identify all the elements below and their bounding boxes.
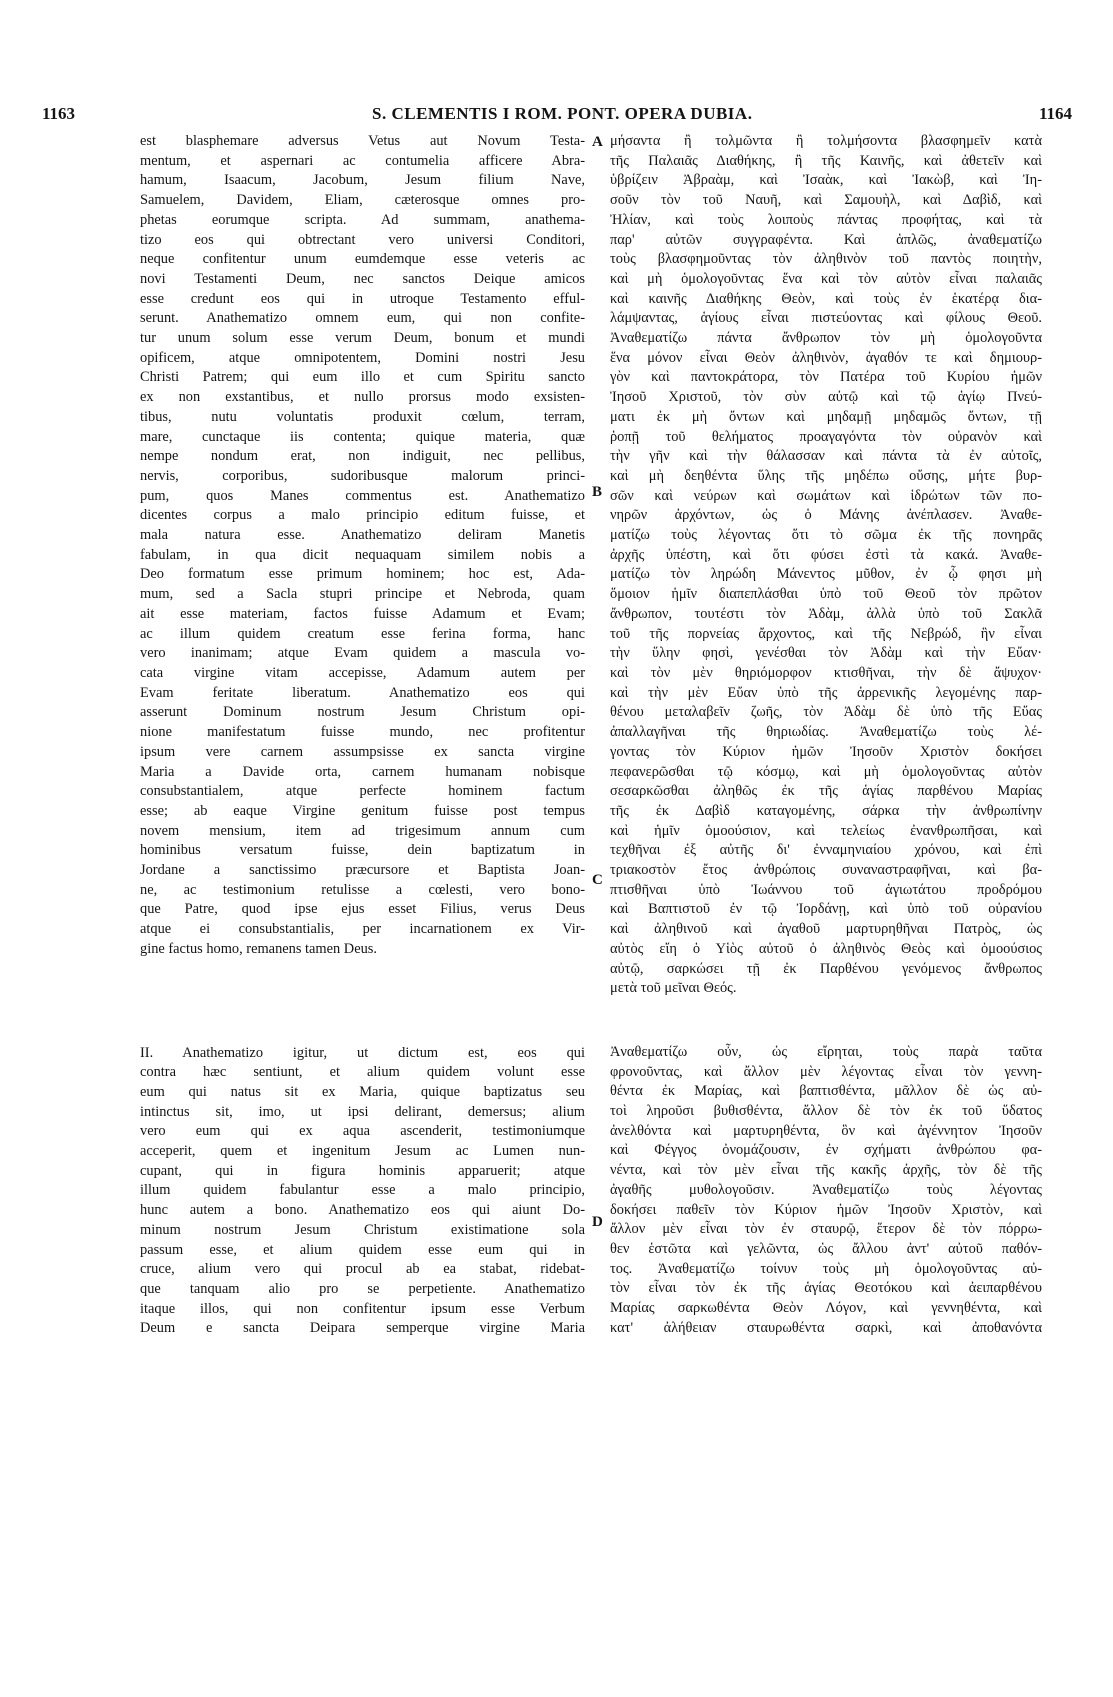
text-line: Samuelem, Davidem, Eliam, cæterosque omnes pro- (140, 192, 585, 209)
running-title: S. CLEMENTIS I ROM. PONT. OPERA DUBIA. (372, 104, 753, 123)
text-line: novem mensium, item ad trigesimum annum cum (140, 822, 585, 839)
text-line: ματίζω τοὺς λέγοντας ὅτι τὸ σῶμα ἐκ τῆς πονηρᾶς (610, 527, 1042, 544)
text-line: mala natura esse. Anathematizo deliram Manetis (140, 527, 585, 544)
text-line: αὐτὸς εἴη ὁ Υἱὸς αὐτοῦ ὁ ἀληθινὸς Θεὸς καὶ ὁμοούσιος (610, 940, 1042, 957)
text-line: II. Anathematizo igitur, ut dictum est, eos qui (140, 1044, 585, 1061)
text-line: θένου μεταλαβεῖν ζωῆς, τὸν Ἀδὰμ δὲ ὑπὸ τῆς Εὔας (610, 704, 1042, 721)
text-line: γοντας τὸν Κύριον ἡμῶν Ἰησοῦν Χριστὸν δοκήσει (610, 743, 1042, 760)
text-line: τῆς Παλαιᾶς Διαθήκης, ἢ τῆς Καινῆς, καὶ ἀθετεῖν καὶ (610, 152, 1042, 169)
text-line: acceperit, quem et ingenitum Jesum ac Lumen nun- (140, 1143, 585, 1160)
text-line: que Patre, quod ipse ejus esset Filius, verus Deus (140, 901, 585, 918)
text-line: esse; ab eaque Virgine genitum fuisse post tempus (140, 802, 585, 819)
text-line: gine factus homo, remanens tamen Deus. (140, 940, 377, 957)
text-line: καὶ Φέγγος ὀνομάζουσιν, ἐν σχήματι ἀνθρώπου φα- (610, 1142, 1042, 1159)
section-gap (610, 999, 1042, 1043)
text-line: Ἀναθεματίζω πάντα ἄνθρωπον τὸν μὴ ὁμολογοῦντα (610, 330, 1042, 347)
text-line: cruce, alium vero qui procul ab ea stabat, ridebat- (140, 1261, 585, 1278)
text-line: τὴν γῆν καὶ τὴν θάλασσαν καὶ πάντα τὰ ἐν αὐτοῖς, (610, 448, 1042, 465)
greek-paragraph-1 (610, 132, 1042, 999)
text-line: δοκήσει παθεῖν τὸν Κύριον ἡμῶν Ἰησοῦν Χριστὸν, καὶ (610, 1201, 1042, 1218)
text-line: φρονοῦντας, καὶ ἄλλον μὲν λέγοντας εἶναι τὸν γεννη- (610, 1063, 1042, 1080)
text-line: Maria a Davide orta, carnem humanam nobisque (140, 763, 585, 780)
text-line: τοῦ τῆς πορνείας ἄρχοντος, καὶ τῆς Νεβρώδ, ἣν εἶναι (610, 625, 1042, 642)
text-line: Ἰησοῦ Χριστοῦ, τὸν σὺν αὐτῷ καὶ τῷ ἁγίῳ Πνεύ- (610, 389, 1042, 406)
text-line: tibus, nutu voluntatis produxit cœlum, terram, (140, 408, 585, 425)
latin-paragraph-2 (140, 1044, 585, 1340)
text-line: serunt. Anathematizo omnem eum, qui non confite- (140, 310, 585, 327)
greek-column (610, 132, 1042, 1338)
text-line: nempe nondum erat, non indiguit, nec pellibus, (140, 448, 585, 465)
text-line: vero inanimam; atque Evam quidem a mascula vo- (140, 645, 585, 662)
text-line: πεφανερῶσθαι τῷ κόσμῳ, καὶ μὴ ὁμολογοῦντας αὐτὸν (610, 763, 1042, 780)
text-line: Μαρίας σαρκωθέντα Θεὸν Λόγον, καὶ γεννηθέντα, καὶ (610, 1300, 1042, 1317)
text-line: atque ei consubstantialis, per incarnationem ex Vir- (140, 921, 585, 938)
text-line: novi Testamenti Deum, nec sanctos Deique amicos (140, 270, 585, 287)
text-line: Deo formatum esse primum hominem; hoc est, Ada- (140, 566, 585, 583)
text-line: illum quidem fabulantur esse a malo principio, (140, 1182, 585, 1199)
text-line: τριακοστὸν ἔτος ἀνθρώποις συναναστραφῆναι, καὶ βα- (610, 862, 1042, 879)
text-line: αὐτῷ, σαρκώσει τῇ ἐκ Παρθένου γενόμενος ἄνθρωπος (610, 960, 1042, 977)
text-line: ἕνα μόνον εἶναι Θεὸν ἀληθινὸν, ἀγαθόν τε καὶ δημιουρ- (610, 349, 1042, 366)
text-line: ὅμοιον ἡμῖν διαπεπλάσθαι ὑπὸ τοῦ Θεοῦ τὸν πρῶτον (610, 586, 1042, 603)
text-line: ἀρχῆς ὑπέστη, καὶ ὅτι φύσει ἐστὶ τὰ κακά. Ἀναθε- (610, 546, 1042, 563)
text-line: tizo eos qui obtrectant vero universi Conditori, (140, 231, 585, 248)
text-line: esse credunt eos qui in utroque Testamento efful- (140, 290, 585, 307)
left-column-number: 1163 (42, 104, 76, 123)
text-line: μήσαντα ἢ τολμῶντα ἢ τολμήσοντα βλασφημεῖν κατὰ (610, 133, 1042, 149)
text-line: νέντα, καὶ τὸν μὲν εἶναι τῆς κακῆς ἀρχῆς, τὸν δὲ τῆς (610, 1162, 1042, 1179)
text-line: καὶ καινῆς Διαθήκης Θεὸν, καὶ τοὺς ἐν ἑκατέρᾳ δια- (610, 290, 1042, 307)
text-line: παρ' αὐτῶν συγγραφέντα. Καὶ ἁπλῶς, ἀναθεματίζω (610, 231, 1042, 248)
text-line: nervis, corporibus, sudoribusque malorum princi- (140, 467, 585, 484)
margin-marker-c: C (592, 872, 603, 888)
text-line: contra hæc sentiunt, et alium quidem volunt esse (140, 1064, 585, 1081)
text-line: τοὶ ληροῦσι βυθισθέντα, ἄλλον δὲ τὸν ἐκ τοῦ ὕδατος (610, 1103, 1042, 1120)
text-line: Ἠλίαν, καὶ τοὺς λοιποὺς πάντας προφήτας, καὶ τὰ (610, 211, 1042, 228)
text-line: Evam feritate liberatum. Anathematizo eos qui (140, 684, 585, 701)
text-line: neque confitentur unum eumdemque esse veteris ac (140, 251, 585, 268)
text-line: ἄλλον μὲν εἶναι τὸν ἐν σταυρῷ, ἕτερον δὲ τὸν πόρρω- (610, 1221, 1042, 1238)
text-line: ῥοπῇ τοῦ θελήματος προαγαγόντα τὸν οὐρανὸν καὶ (610, 428, 1042, 445)
margin-marker-b: B (592, 484, 603, 500)
latin-paragraph-1 (140, 132, 585, 960)
text-line: hamum, Isaacum, Jacobum, Jesum filium Nave, (140, 172, 585, 189)
text-line: hominibus versatum fuisse, dein baptizatum in (140, 842, 585, 859)
text-line: intinctus sit, imo, ut ipsi delirant, demersus; alium (140, 1103, 585, 1120)
margin-marker-d: D (592, 1214, 603, 1230)
text-line: καὶ μὴ δεηθέντα ὕλης τῆς μηδέπω οὔσης, μήτε βυρ- (610, 467, 1042, 484)
margin-marker-a: A (592, 134, 603, 150)
text-line: τὴν ὕλην φησὶ, γενέσθαι τὸν Ἀδὰμ καὶ τὴν Εὔαν· (610, 645, 1042, 662)
text-line: eum qui natus sit ex Maria, quique baptizatus seu (140, 1083, 585, 1100)
text-line: ac illum quidem creatum esse ferina forma, hanc (140, 625, 585, 642)
text-line: opificem, atque omnipotentem, Domini nostri Jesu (140, 349, 585, 366)
text-line: Christi Patrem; qui eum illo et cum Spiritu sancto (140, 369, 585, 386)
text-line: νηρῶν ἀρχόντων, ὡς ὁ Μάνης ἀνέπλασεν. Ἀναθε- (610, 507, 1042, 524)
running-header (42, 100, 1072, 130)
text-line: que tanquam alio pro se perpetiente. Anathematizo (140, 1280, 585, 1297)
text-line: mum, sed a Sacla stupri principe et Nebroda, quam (140, 586, 585, 603)
right-column-number: 1164 (1038, 104, 1072, 123)
text-line: fabulam, in qua dicit nequaquam similem nobis a (140, 546, 585, 563)
text-line: καὶ ἀληθινοῦ καὶ ἀγαθοῦ μαρτυρηθῆναι Πατρὸς, ὡς (610, 921, 1042, 938)
text-line: λάμψαντας, ἁγίους εἶναι πιστεύοντας καὶ φίλους Θεοῦ. (610, 310, 1042, 327)
text-line: Ἀναθεματίζω οὖν, ὡς εἴρηται, τοὺς παρὰ ταῦτα (610, 1043, 1042, 1060)
text-line: σῶν καὶ νεύρων καὶ σωμάτων καὶ ἱδρώτων τῶν πο- (610, 487, 1042, 504)
text-line: σεσαρκῶσθαι ἀληθῶς ἐκ τῆς ἁγίας παρθένου Μαρίας (610, 783, 1042, 800)
text-line: θέντα ἐκ Μαρίας, καὶ βαπτισθέντα, μᾶλλον δὲ ὡς αὐ- (610, 1083, 1042, 1100)
latin-column (140, 132, 585, 1339)
text-line: vero eum qui ex aqua ascenderit, testimoniumque (140, 1123, 585, 1140)
text-line: consubstantialem, atque perfecte hominem factum (140, 783, 585, 800)
text-line: ματίζω τὸν ληρώδη Μάνεντος μῦθον, ἐν ᾧ φησι μὴ (610, 566, 1042, 583)
text-line: μετὰ τοῦ μεῖναι Θεός. (610, 980, 737, 997)
text-line: σοῦν τὸν τοῦ Ναυῆ, καὶ Σαμουὴλ, καὶ Δαβὶδ, καὶ (610, 192, 1042, 209)
text-line: τος. Ἀναθεματίζω τοίνυν τοὺς μὴ ὁμολογοῦντας αὐ- (610, 1260, 1042, 1277)
text-line: ἀπαλλαγῆναι τῆς θηριωδίας. Ἀναθεματίζω τοὺς λέ- (610, 724, 1042, 741)
text-line: πτισθῆναι ὑπὸ Ἰωάννου τοῦ ἁγιωτάτου προδρόμου (610, 881, 1042, 898)
text-line: καὶ τὴν μὲν Εὔαν ὑπὸ τῆς ἀρρενικῆς λεγομένης παρ- (610, 684, 1042, 701)
text-line: mentum, et aspernari ac contumelia afficere Abra- (140, 152, 585, 169)
text-line: τῆς ἐκ Δαβὶδ καταγομένης, σάρκα τὴν ἀνθρωπίνην (610, 802, 1042, 819)
text-line: ὑβρίζειν Ἀβραὰμ, καὶ Ἰσαὰκ, καὶ Ἰακὼβ, καὶ Ἰη- (610, 172, 1042, 189)
text-line: hunc autem a bono. Anathematizo eos qui aiunt Do- (140, 1202, 585, 1219)
text-line: asserunt Dominum nostrum Jesum Christum opi- (140, 704, 585, 721)
text-line: cata virgine vitam accepisse, Adamum autem per (140, 664, 585, 681)
greek-paragraph-2 (610, 1043, 1042, 1339)
text-line: ἄνθρωπον, τουτέστι τὸν Ἀδὰμ, ἀλλὰ ὑπὸ τοῦ Σακλᾶ (610, 605, 1042, 622)
text-line: dicentes corpus a malo principio editum fuisse, et (140, 507, 585, 524)
text-line: ἀγαθῆς μυθολογοῦσιν. Ἀναθεματίζω τοὺς λέγοντας (610, 1181, 1042, 1198)
text-line: ipsum vere carnem assumpsisse ex sancta virgine (140, 743, 585, 760)
text-line: mare, cunctaque iis contenta; quique materia, quæ (140, 428, 585, 445)
text-line: καὶ ἡμῖν ὁμοούσιον, καὶ τελείως ἐνανθρωπῆσαι, καὶ (610, 822, 1042, 839)
text-line: ex non exstantibus, et nullo prorsus modo exsisten- (140, 389, 585, 406)
text-line: pum, quos Manes commentus est. Anathematizo (140, 487, 585, 504)
text-line: ματι ἐκ μὴ ὄντων καὶ μηδαμῇ μηδαμῶς ὄντων, τῇ (610, 408, 1042, 425)
text-line: γὸν καὶ παντοκράτορα, τὸν Πατέρα τοῦ Κυρίου ἡμῶν (610, 369, 1042, 386)
text-line: καὶ τὸν μὲν θηριόμορφον κτισθῆναι, τὴν δὲ ἄψυχον· (610, 664, 1042, 681)
text-line: passum esse, et alium quidem esse eum qui in (140, 1241, 585, 1258)
text-line: τὸν εἶναι τὸν ἐκ τῆς ἁγίας Θεοτόκου καὶ ἀειπαρθένου (610, 1280, 1042, 1297)
text-line: τοὺς βλασφημοῦντας τὸν ἀληθινὸν τοῦ παντὸς ποιητὴν, (610, 251, 1042, 268)
section-gap (140, 960, 585, 1044)
text-line: θεν ἑστῶτα καὶ γελῶντα, ὡς ἄλλου ἀντ' αὐτοῦ παθόν- (610, 1240, 1042, 1257)
text-line: καὶ Βαπτιστοῦ ἐν τῷ Ἰορδάνῃ, καὶ ὑπὸ τοῦ οὐρανίου (610, 901, 1042, 918)
text-line: est blasphemare adversus Vetus aut Novum Testa- (140, 133, 585, 149)
text-line: καὶ μὴ ὁμολογοῦντας ἕνα καὶ τὸν αὐτὸν εἶναι παλαιᾶς (610, 270, 1042, 287)
text-line: Jordane a sanctissimo præcursore et Baptista Joan- (140, 862, 585, 879)
text-line: nione manifestatum fuisse mundo, nec profitentur (140, 724, 585, 741)
text-line: κατ' ἀλήθειαν σταυρωθέντα σαρκὶ, καὶ ἀποθανόντα (610, 1319, 1042, 1336)
text-line: Deum e sancta Deipara semperque virgine Maria (140, 1320, 585, 1337)
text-line: minum nostrum Jesum Christum existimatione sola (140, 1221, 585, 1238)
text-line: ἀνελθόντα καὶ μαρτυρηθέντα, ὃν καὶ ἀγέννητον Ἰησοῦν (610, 1122, 1042, 1139)
text-line: tur unum solum esse verum Deum, bonum et mundi (140, 330, 585, 347)
text-line: ait esse materiam, factos fuisse Adamum et Evam; (140, 605, 585, 622)
text-line: phetas eorumque scripta. Ad summam, anathema- (140, 211, 585, 228)
text-line: cupant, qui in figura hominis apparuerit; atque (140, 1162, 585, 1179)
text-line: τεχθῆναι ἐξ αὐτῆς δι' ἐνναμηνιαίου χρόνου, καὶ ἐπὶ (610, 842, 1042, 859)
text-line: ne, ac testimonium retulisse a cœlesti, vero bono- (140, 881, 585, 898)
text-line: itaque illos, qui non confitentur ipsum esse Verbum (140, 1300, 585, 1317)
